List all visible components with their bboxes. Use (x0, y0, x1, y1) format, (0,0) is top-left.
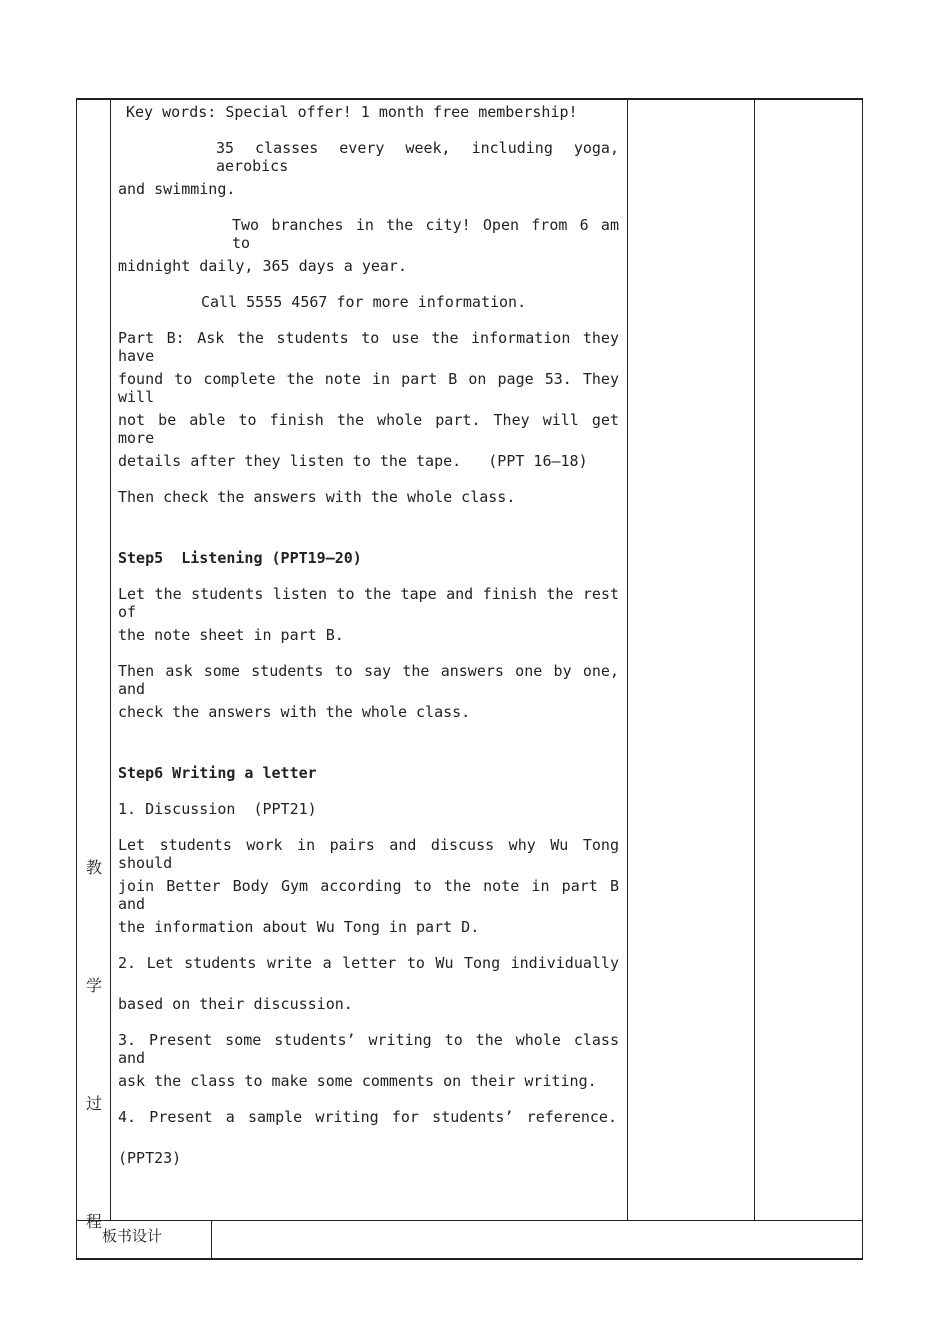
side-label-char-1: 教 (86, 858, 103, 877)
sample-writing-line-2: (PPT23) (118, 1149, 182, 1167)
side-label-char-2: 学 (86, 976, 103, 995)
swimming-line: and swimming. (118, 180, 236, 198)
sample-writing-line-1: 4. Present a sample writing for students’ reference. (118, 1108, 617, 1126)
footer-row-divider (76, 1220, 863, 1221)
key-words-line: Key words: Special offer! 1 month free membership! (126, 103, 578, 121)
step5-heading: Step5 Listening (PPT19—20) (118, 549, 362, 567)
table-top-border (76, 98, 863, 100)
table-right-border (862, 98, 863, 1260)
present-writing-line-1: 3. Present some students’ writing to the whole class and (118, 1031, 619, 1067)
step5-line-4: check the answers with the whole class. (118, 703, 471, 721)
discussion-heading: 1. Discussion (PPT21) (118, 800, 317, 818)
table-bottom-border (76, 1258, 863, 1260)
part-b-line-3: not be able to finish the whole part. They will get more (118, 411, 619, 447)
step5-line-3: Then ask some students to say the answers one by one, and (118, 662, 619, 698)
content-column-divider (627, 98, 628, 1221)
notes-column-divider (754, 98, 755, 1221)
footer-label-divider (211, 1220, 212, 1260)
side-label-char-3: 过 (86, 1094, 103, 1113)
write-letter-line-2: based on their discussion. (118, 995, 353, 1013)
discussion-line-2: join Better Body Gym according to the note in part B and (118, 877, 619, 913)
part-b-line-4: details after they listen to the tape. (PPT 16—18) (118, 452, 588, 470)
discussion-line-1: Let students work in pairs and discuss why Wu Tong should (118, 836, 619, 872)
check-answers-line: Then check the answers with the whole class. (118, 488, 516, 506)
present-writing-line-2: ask the class to make some comments on their writing. (118, 1072, 597, 1090)
branches-line: Two branches in the city! Open from 6 am to (232, 216, 619, 252)
part-b-line-2: found to complete the note in part B on page 53. They will (118, 370, 619, 406)
write-letter-line-1: 2. Let students write a letter to Wu Tong individually (118, 954, 619, 972)
board-design-label: 板书设计 (102, 1227, 163, 1245)
side-label-char-4: 程 (86, 1212, 103, 1231)
step5-line-1: Let the students listen to the tape and finish the rest of (118, 585, 619, 621)
part-b-line-1: Part B: Ask the students to use the information they have (118, 329, 619, 365)
classes-line: 35 classes every week, including yoga, aerobics (216, 139, 619, 175)
table-left-border (76, 98, 77, 1260)
side-column-divider (110, 98, 111, 1221)
step6-heading: Step6 Writing a letter (118, 764, 317, 782)
midnight-line: midnight daily, 365 days a year. (118, 257, 407, 275)
discussion-line-3: the information about Wu Tong in part D. (118, 918, 480, 936)
call-line: Call 5555 4567 for more information. (201, 293, 527, 311)
step5-line-2: the note sheet in part B. (118, 626, 344, 644)
